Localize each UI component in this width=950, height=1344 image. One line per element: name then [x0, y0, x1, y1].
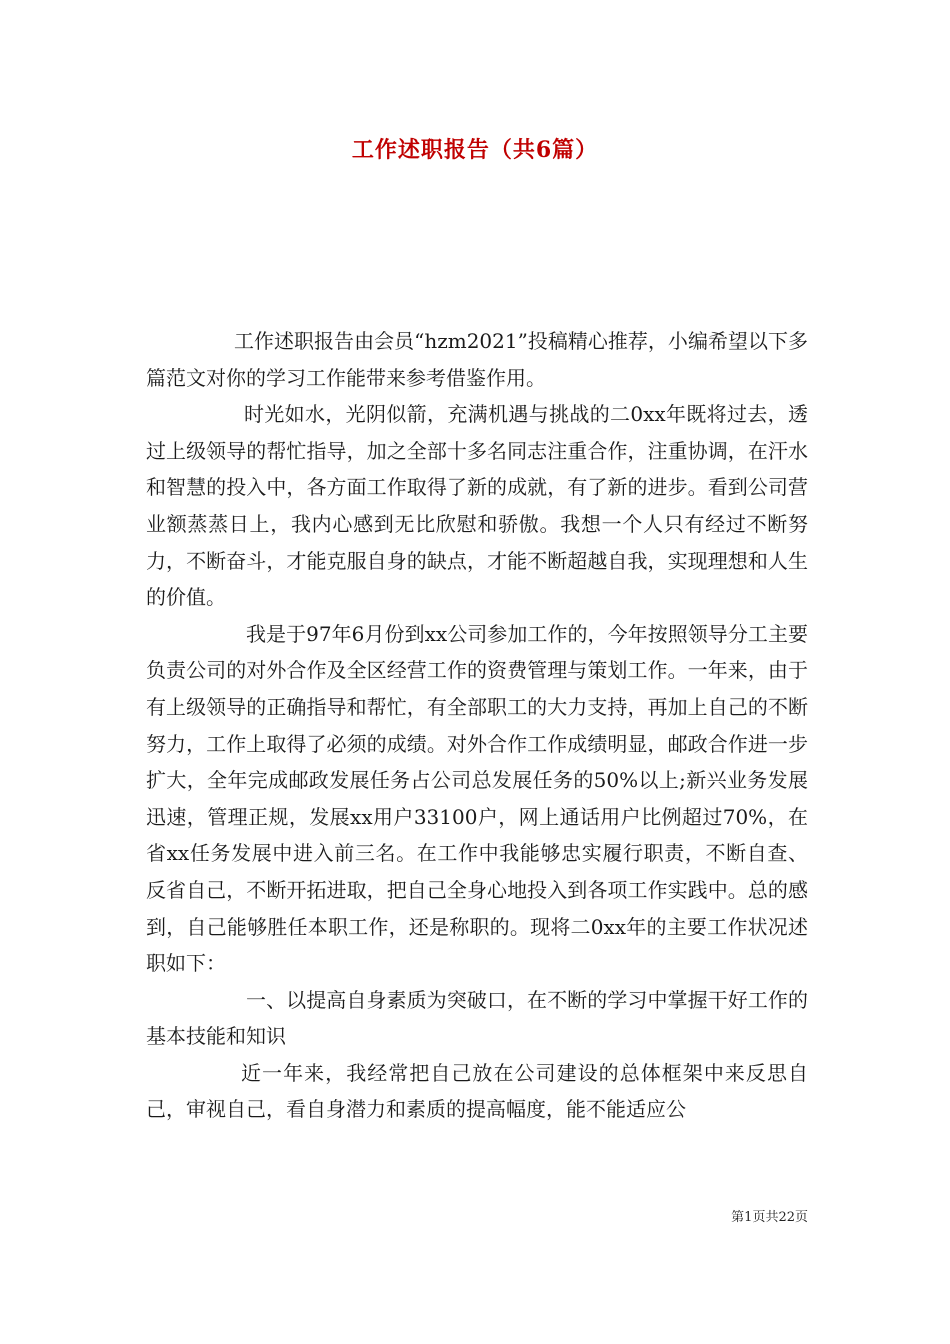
document-title: 工作述职报告（共6篇）: [351, 137, 599, 163]
section-heading-1: 一、以提高自身素质为突破口，在不断的学习中掌握干好工作的基本技能和知识: [146, 987, 808, 1049]
paragraph-section-1: 近一年来，我经常把自己放在公司建设的总体框架中来反思自己，审视自己，看自身潜力和素质的提高幅度，能不能适应公: [146, 1060, 808, 1122]
document-body: [146, 323, 808, 1128]
page-number: 第1页共22页: [731, 1210, 808, 1225]
paragraph-summary: 我是于97年6月份到xx公司参加工作的，今年按照领导分工主要负责公司的对外合作及全区经营工作的资费管理与策划工作。一年来，由于有上级领导的正确指导和帮忙，有全部职工的大力支持，再加上自己的不断努力，工作上取得了必须的成绩。对外合作工作成绩明显，邮政合作进一步扩大，全年完成邮政发展任务占公司总发展任务的50%以上;新兴业务发展迅速，管理正规，发展xx用户33100户，网上通话用户比例超过70%，在省xx任务发展中进入前三名。在工作中我能够忠实履行职责，不断自查、反省自己，不断开拓进取，把自己全身心地投入到各项工作实践中。总的感到，自己能够胜任本职工作，还是称职的。现将二0xx年的主要工作状况述职如下：: [146, 621, 808, 976]
paragraph-opening: 时光如水，光阴似箭，充满机遇与挑战的二0xx年既将过去，透过上级领导的帮忙指导，加之全部十多名同志注重合作，注重协调，在汗水和智慧的投入中，各方面工作取得了新的成就，有了新的进步。看到公司营业额蒸蒸日上，我内心感到无比欣慰和骄傲。我想一个人只有经过不断努力，不断奋斗，才能克服自身的缺点，才能不断超越自我，实现理想和人生的价值。: [146, 402, 808, 610]
paragraph-intro: 工作述职报告由会员“hzm2021”投稿精心推荐，小编希望以下多篇范文对你的学习工作能带来参考借鉴作用。: [146, 329, 808, 390]
